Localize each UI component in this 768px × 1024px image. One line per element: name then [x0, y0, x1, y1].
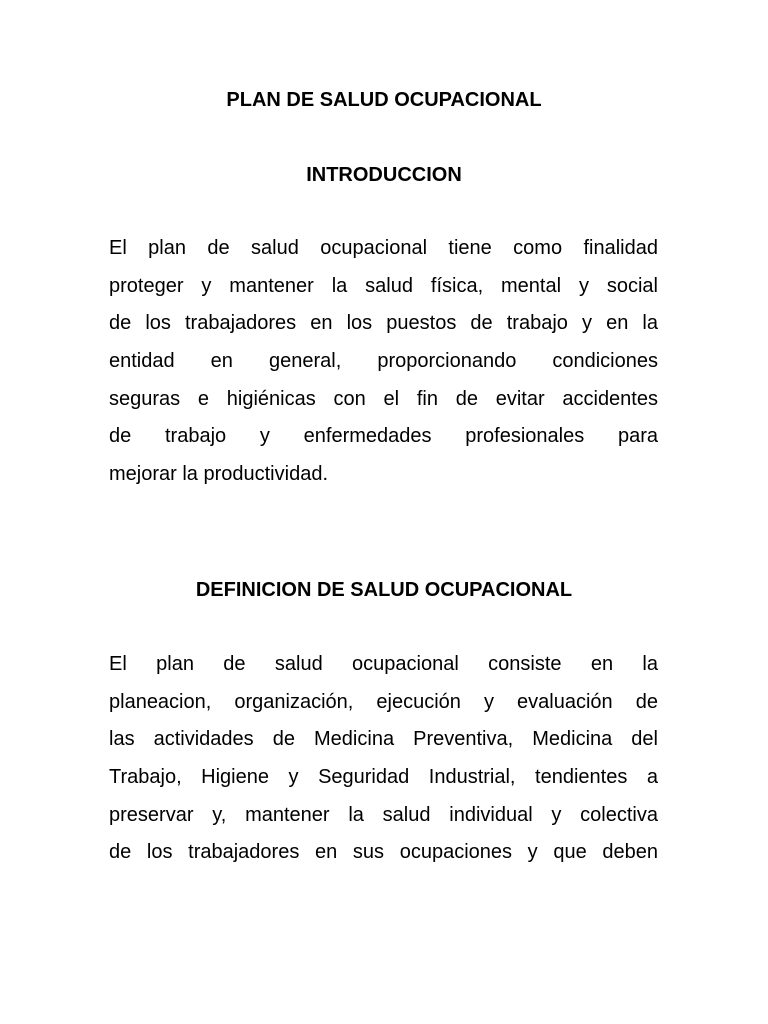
- paragraph-line: de los trabajadores en sus ocupaciones y que deben: [109, 841, 658, 864]
- document-title: PLAN DE SALUD OCUPACIONAL: [226, 89, 542, 111]
- paragraph-line: Trabajo, Higiene y Seguridad Industrial, tendientes a: [109, 766, 658, 789]
- paragraph-line: El plan de salud ocupacional tiene como finalidad: [109, 237, 658, 259]
- definicion-paragraph: [109, 646, 658, 872]
- paragraph-line: seguras e higiénicas con el fin de evitar accidentes: [109, 387, 658, 410]
- introduccion-paragraph: [109, 230, 658, 494]
- paragraph-line: de los trabajadores en los puestos de trabajo y en la: [109, 312, 658, 335]
- section-heading-introduccion: INTRODUCCION: [306, 164, 462, 186]
- paragraph-line: mejorar la productividad.: [109, 463, 328, 486]
- paragraph-line: entidad en general, proporcionando condiciones: [109, 350, 658, 373]
- section-heading-definicion: DEFINICION DE SALUD OCUPACIONAL: [195, 579, 573, 601]
- paragraph-line: preservar y, mantener la salud individual y colectiva: [109, 803, 658, 826]
- paragraph-line: El plan de salud ocupacional consiste en la: [109, 653, 658, 675]
- paragraph-line: planeacion, organización, ejecución y evaluación de: [109, 690, 658, 713]
- paragraph-line: proteger y mantener la salud física, mental y social: [109, 274, 658, 297]
- paragraph-line: de trabajo y enfermedades profesionales para: [109, 425, 658, 448]
- paragraph-line: las actividades de Medicina Preventiva, Medicina del: [109, 728, 658, 751]
